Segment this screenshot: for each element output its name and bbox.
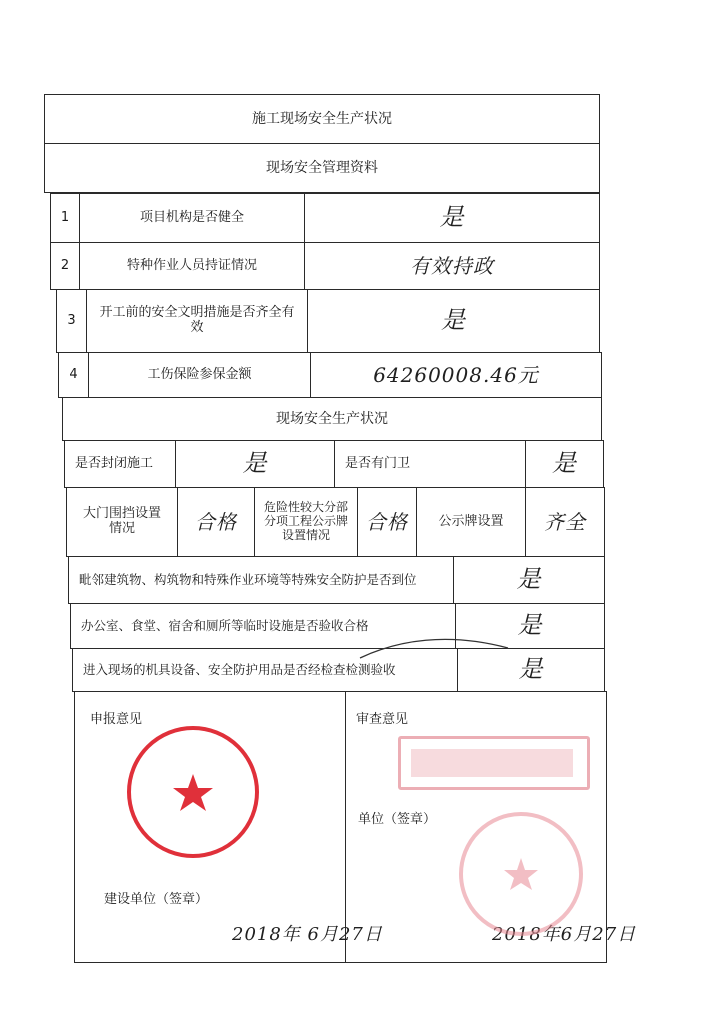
- section-title-production: 现场安全生产状况: [62, 397, 602, 441]
- notice-board-label: 公示牌设置: [416, 487, 526, 557]
- item-number: 2: [50, 242, 80, 290]
- item-number: 1: [50, 193, 80, 243]
- item-number: 3: [56, 289, 87, 353]
- check-label: 进入现场的机具设备、安全防护用品是否经检查检测验收: [72, 648, 458, 692]
- review-date: 2018年6月27日: [492, 924, 637, 945]
- item-value: 是: [307, 289, 600, 353]
- closed-construction-value: 是: [175, 440, 335, 488]
- gate-enclosure-value: 合格: [177, 487, 255, 557]
- item-label: 工伤保险参保金额: [88, 352, 311, 398]
- item-label: 开工前的安全文明措施是否齐全有效: [86, 289, 308, 353]
- item-number: 4: [58, 352, 89, 398]
- gatekeeper-value: 是: [525, 440, 604, 488]
- gate-enclosure-label: 大门围挡设置情况: [66, 487, 178, 557]
- hazard-signs-value: 合格: [357, 487, 417, 557]
- review-rect-stamp: [398, 736, 590, 790]
- review-title: 审查意见: [356, 712, 409, 727]
- item-value: 64260008.46元: [310, 352, 602, 398]
- declare-title: 申报意见: [90, 712, 143, 727]
- hazard-signs-label: 危险性较大分部分项工程公示牌设置情况: [254, 487, 358, 557]
- declare-unit-label: 建设单位（签章）: [104, 892, 209, 907]
- item-label: 项目机构是否健全: [79, 193, 305, 243]
- declare-date: 2018年 6月27日: [232, 924, 383, 945]
- section-title-management: 现场安全管理资料: [44, 143, 600, 193]
- check-value: 是: [455, 603, 605, 649]
- check-value: 是: [453, 556, 605, 604]
- check-label: 毗邻建筑物、构筑物和特殊作业环境等特殊安全防护是否到位: [68, 556, 454, 604]
- check-label: 办公室、食堂、宿舍和厕所等临时设施是否验收合格: [70, 603, 456, 649]
- item-value: 是: [304, 193, 600, 243]
- item-label: 特种作业人员持证情况: [79, 242, 305, 290]
- item-value: 有效持政: [304, 242, 600, 290]
- notice-board-value: 齐全: [525, 487, 605, 557]
- review-unit-label: 单位（签章）: [358, 812, 437, 827]
- gatekeeper-label: 是否有门卫: [334, 440, 526, 488]
- check-value: 是: [457, 648, 605, 692]
- closed-construction-label: 是否封闭施工: [64, 440, 176, 488]
- form-title: 施工现场安全生产状况: [44, 94, 600, 144]
